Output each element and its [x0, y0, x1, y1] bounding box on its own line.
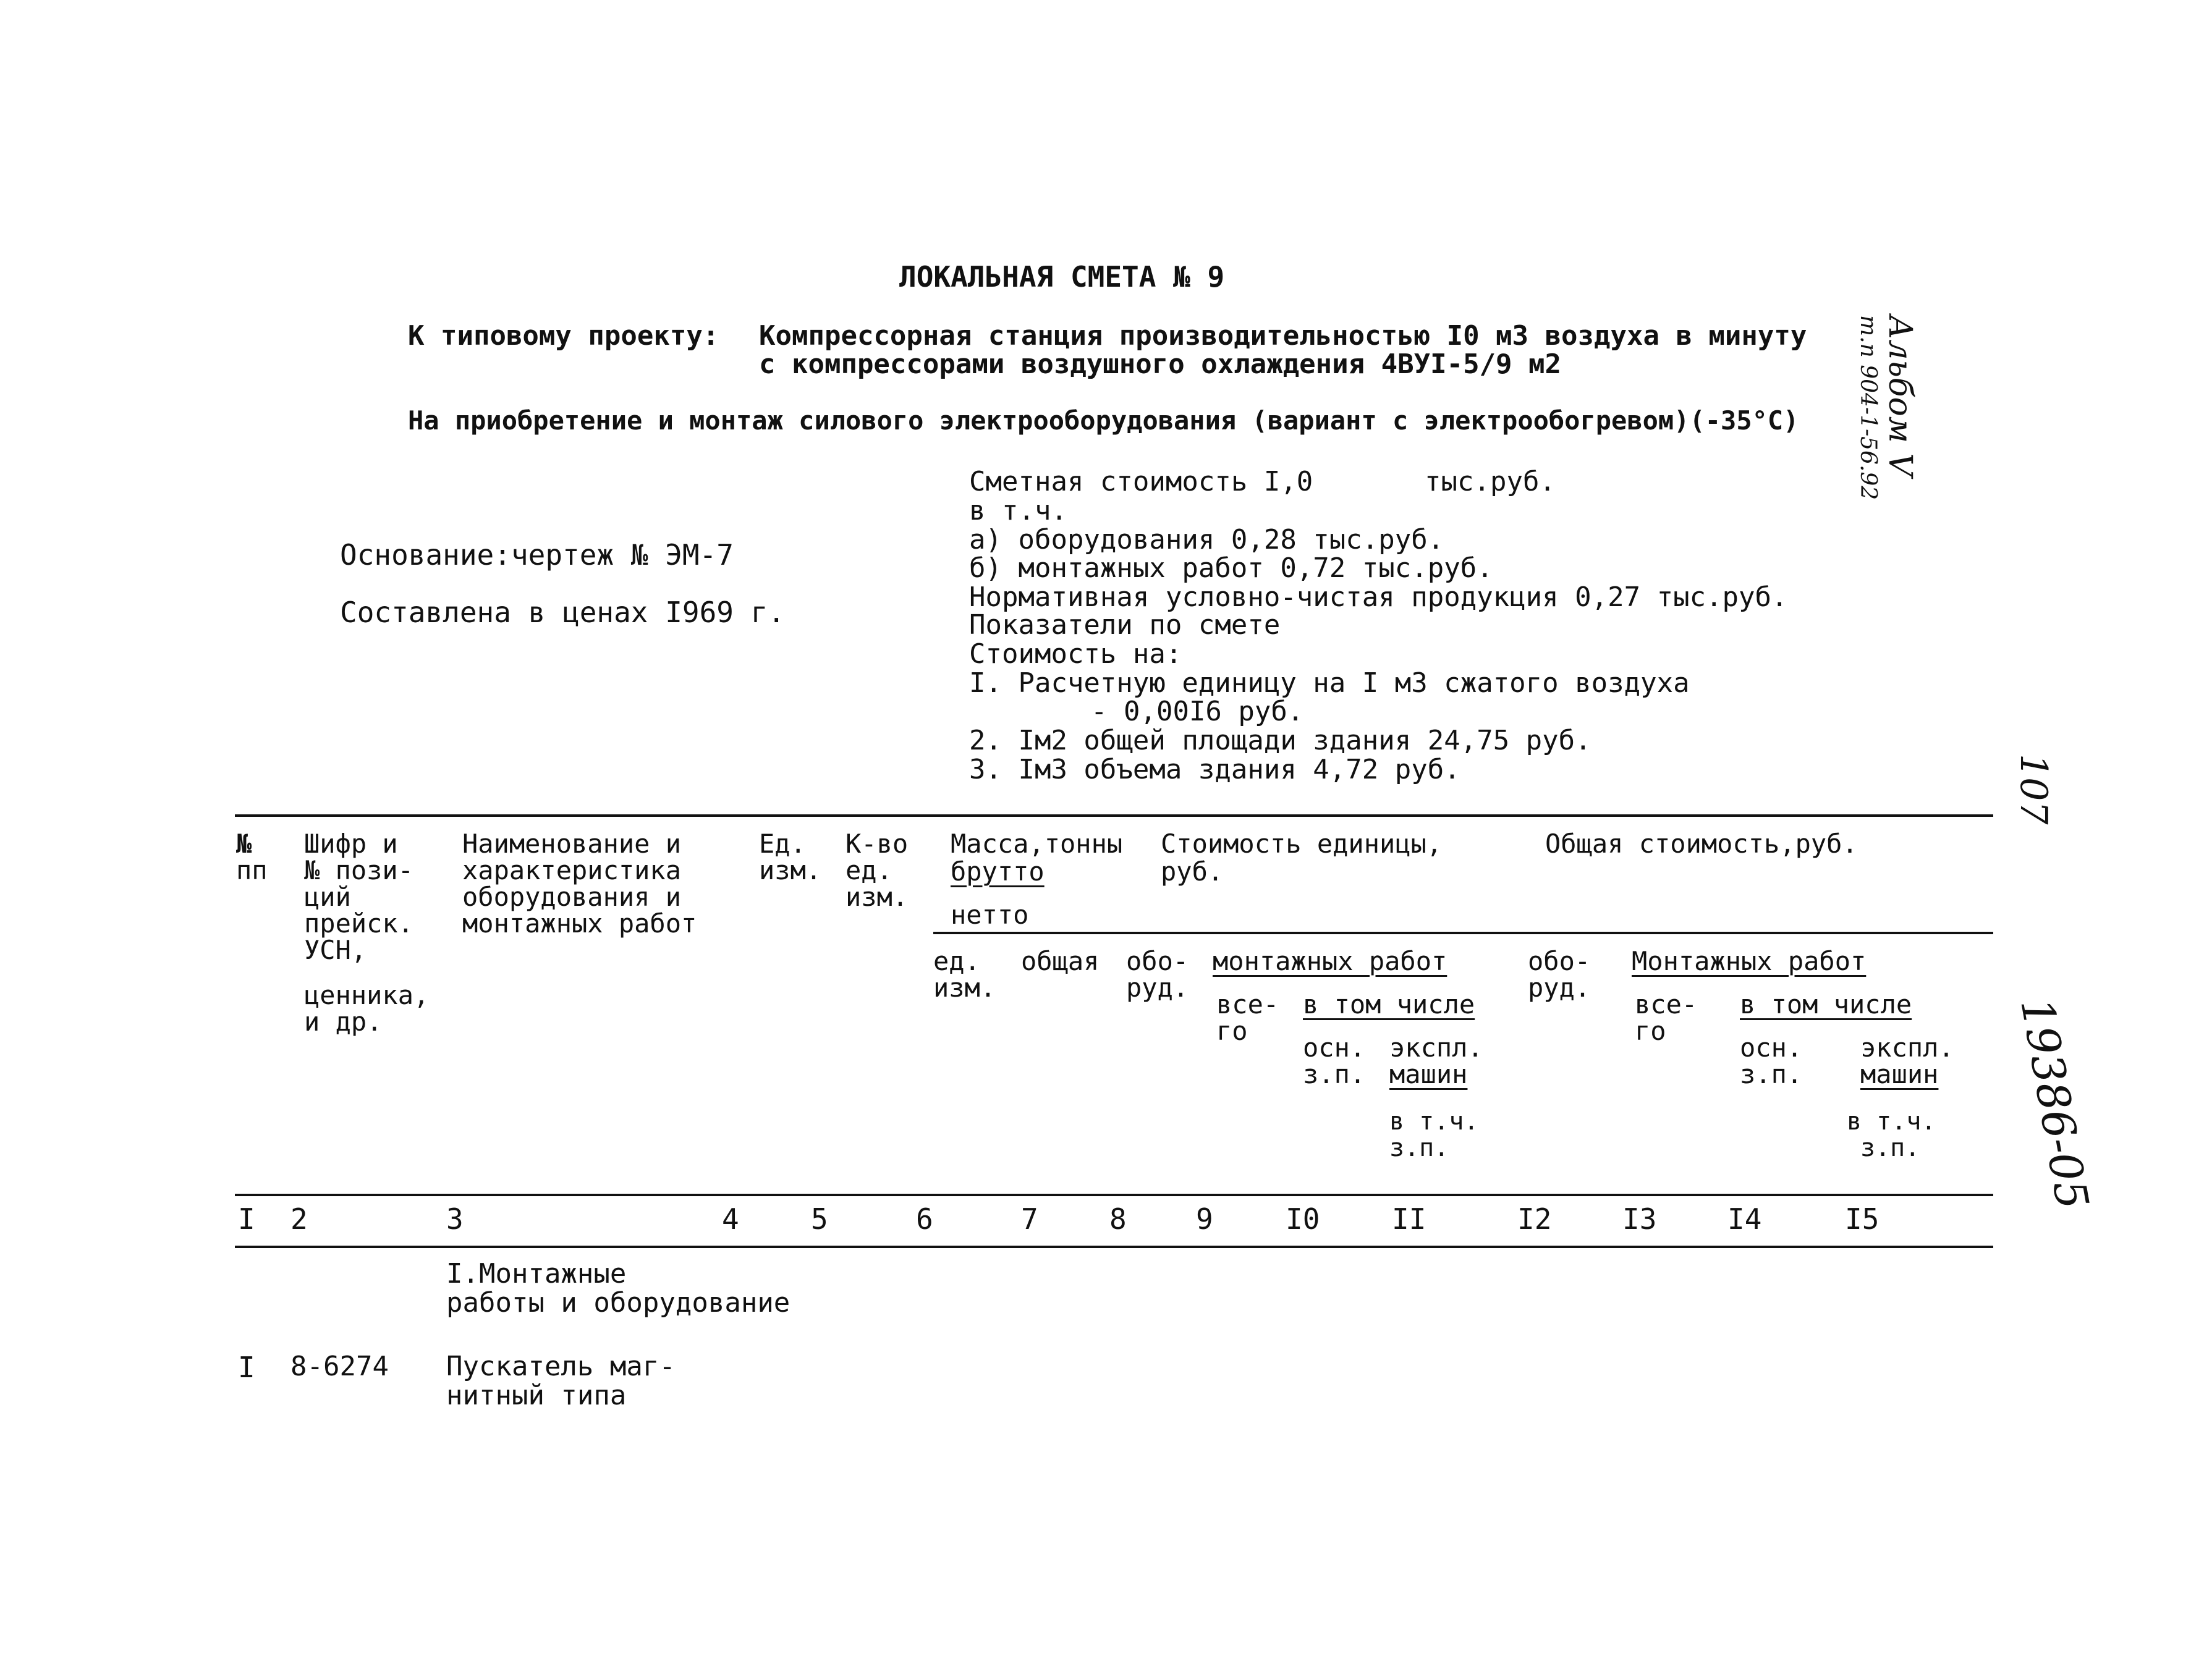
installation-cost: б) монтажных работ 0,72 тыс.руб.	[969, 552, 1493, 584]
column-number-6: 6	[916, 1202, 933, 1236]
header-unit-total-line1: все-	[1216, 989, 1279, 1019]
header-code-line1: Шифр и	[304, 829, 398, 859]
estimated-cost: Сметная стоимость I,0	[969, 466, 1313, 497]
header-num-line2: пп	[236, 855, 268, 885]
header-code-line5: УСН,	[304, 935, 367, 965]
normative-product: Нормативная условно-чистая продукция 0,27 тыс.руб.	[969, 581, 1788, 613]
header-total-equipment-line2: руд.	[1528, 973, 1591, 1003]
header-brutto: брутто	[951, 856, 1045, 887]
header-qty-line2: ед.	[845, 855, 892, 885]
header-unit-cost: Стоимость единицы,	[1161, 829, 1443, 859]
indicator-2: 2. Iм2 общей площади здания 24,75 руб.	[969, 725, 1591, 756]
indicators-label: Показатели по смете	[969, 609, 1281, 641]
column-number-12: I2	[1517, 1202, 1552, 1236]
indicator-1: I. Расчетную единицу на I м3 сжатого воздуха	[969, 667, 1690, 699]
column-number-2: 2	[290, 1202, 308, 1236]
header-total-installation: Монтажных работ	[1632, 946, 1867, 976]
basis-line: Основание:чертеж № ЭМ-7	[340, 538, 734, 572]
header-unit-machines-wages-line2: з.п.	[1389, 1134, 1449, 1162]
column-number-15: I5	[1845, 1202, 1880, 1236]
row-name-line2: нитный типа	[446, 1380, 627, 1411]
header-netto: нетто	[951, 900, 1029, 930]
column-number-9: 9	[1196, 1202, 1213, 1236]
header-unit-equipment-line2: руд.	[1126, 973, 1189, 1003]
header-code-line2: № пози-	[304, 855, 414, 885]
column-number-8: 8	[1109, 1202, 1127, 1236]
header-qty-line3: изм.	[845, 882, 909, 912]
header-name-line4: монтажных работ	[462, 908, 697, 939]
column-number-7: 7	[1021, 1202, 1038, 1236]
header-unit-wages-line1: осн.	[1303, 1032, 1366, 1063]
cost-for-label: Стоимость на:	[969, 638, 1182, 670]
including-label: в т.ч.	[969, 495, 1067, 526]
header-unit-installation: монтажных работ	[1213, 946, 1447, 976]
column-number-14: I4	[1727, 1202, 1762, 1236]
project-prefix: К типовому проекту:	[408, 320, 719, 352]
row-number: I	[238, 1351, 255, 1384]
column-number-13: I3	[1622, 1202, 1657, 1236]
column-number-3: 3	[446, 1202, 464, 1236]
prices-line: Составлена в ценах I969 г.	[340, 596, 786, 629]
project-code-annotation: т.п 904-1-56.92	[1855, 315, 1881, 500]
header-name-line2: характеристика	[462, 855, 682, 885]
purpose-line: На приобретение и монтаж силового электрооборудования (вариант с электрообогревом)(-35°С)	[408, 405, 1799, 436]
project-line-1: Компрессорная станция производительностью I0 м3 воздуха в минуту	[759, 320, 1807, 352]
header-mass-total: общая	[1021, 946, 1100, 976]
estimated-cost-unit: тыс.руб.	[1425, 466, 1556, 497]
album-annotation: Альбом V	[1881, 315, 1918, 477]
project-line-2: с компрессорами воздушного охлаждения 4ВУI-5/9 м2	[759, 348, 1562, 380]
table-top-rule	[235, 814, 1993, 817]
header-code-line3: ций	[304, 882, 351, 912]
document-number: 19386-05	[2011, 994, 2099, 1214]
header-total-wages-line2: з.п.	[1740, 1059, 1803, 1089]
mass-sub-rule	[933, 932, 1993, 934]
header-total-machines-line2: машин	[1860, 1059, 1939, 1089]
header-unit-machines-wages-line1: в т.ч.	[1389, 1107, 1479, 1136]
header-total-including: в том числе	[1740, 989, 1912, 1019]
header-total-cost: Общая стоимость,руб.	[1545, 829, 1858, 859]
header-unit-equipment-line1: обо-	[1126, 946, 1189, 976]
header-code-line6: ценника,	[304, 980, 430, 1010]
header-unit-total-line2: го	[1216, 1016, 1248, 1046]
header-total-machines-line1: экспл.	[1860, 1032, 1954, 1063]
indicator-1-value: - 0,00I6 руб.	[1091, 696, 1304, 727]
column-number-10: I0	[1286, 1202, 1320, 1236]
header-total-wages-line1: осн.	[1740, 1032, 1803, 1063]
section-title-line2: работы и оборудование	[446, 1287, 790, 1319]
equipment-cost: а) оборудования 0,28 тыс.руб.	[969, 524, 1444, 555]
row-name-line1: Пускатель маг-	[446, 1351, 676, 1382]
header-mass-unit-line1: ед.	[933, 946, 980, 976]
row-code: 8-6274	[290, 1351, 389, 1382]
header-code-line7: и др.	[304, 1007, 383, 1037]
header-total-machines-wages-line1: в т.ч.	[1847, 1107, 1936, 1136]
header-unit-machines-line2: машин	[1389, 1059, 1468, 1089]
header-total-equipment-line1: обо-	[1528, 946, 1591, 976]
section-title-line1: I.Монтажные	[446, 1258, 627, 1290]
header-qty-line1: К-во	[845, 829, 909, 859]
indicator-3: 3. Iм3 объема здания 4,72 руб.	[969, 754, 1460, 785]
header-num-line1: №	[236, 829, 252, 859]
header-unit-line2: изм.	[759, 855, 822, 885]
header-mass: Масса,тонны	[951, 829, 1123, 859]
header-mass-unit-line2: изм.	[933, 973, 996, 1003]
header-name-line3: оборудования и	[462, 882, 682, 912]
header-unit-wages-line2: з.п.	[1303, 1059, 1366, 1089]
page-number: 107	[2012, 754, 2055, 825]
header-unit-machines-line1: экспл.	[1389, 1032, 1483, 1063]
column-number-4: 4	[722, 1202, 739, 1236]
header-total-all-line1: все-	[1635, 989, 1698, 1019]
column-number-5: 5	[811, 1202, 828, 1236]
header-unit-line1: Ед.	[759, 829, 806, 859]
header-unit-including: в том числе	[1303, 989, 1475, 1019]
header-total-machines-wages-line2: з.п.	[1860, 1134, 1920, 1162]
header-bottom-rule	[235, 1194, 1993, 1196]
header-unit-cost-rub: руб.	[1161, 856, 1224, 887]
column-numbers-rule	[235, 1246, 1993, 1248]
header-total-all-line2: го	[1635, 1016, 1666, 1046]
column-number-1: I	[238, 1202, 255, 1236]
column-number-11: II	[1392, 1202, 1426, 1236]
header-code-line4: прейск.	[304, 908, 414, 939]
document-title: ЛОКАЛЬНАЯ СМЕТА № 9	[899, 260, 1225, 293]
header-name-line1: Наименование и	[462, 829, 682, 859]
